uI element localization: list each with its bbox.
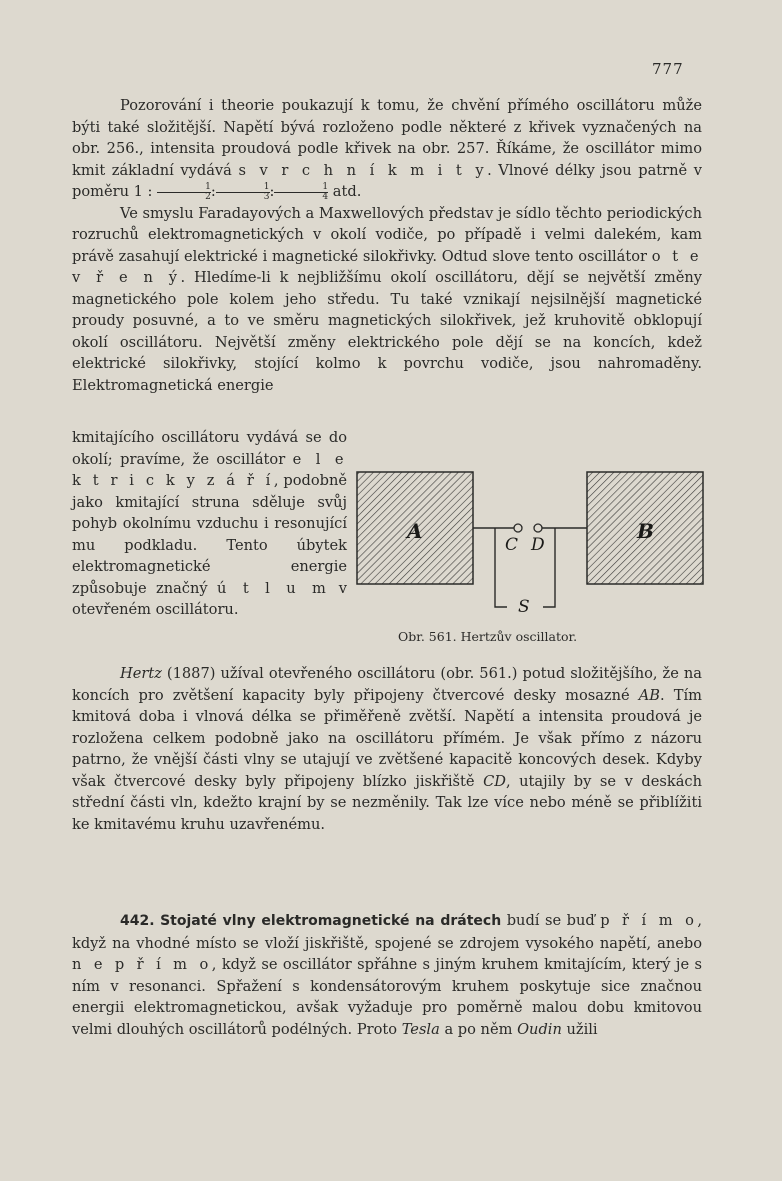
top-text-block <box>72 95 702 396</box>
paragraph-faraday: Ve smyslu Faradayových a Maxwellových představ je sídlo těchto periodických rozruchů elektromagnetických v okolí vodiče, po případě i velmi dalekém, kam právě zasahují elektrické i magnetické silokřivky. Odtud slove tento oscillátor o t e v ř e n ý. Hledíme-li k nejbližšímu okolí oscillátoru, dějí se největší změny magnetického pole kolem jeho středu. Tu také vznikají nejsilnější magnetické proudy posuvné, a to ve směru magnetických silokřivek, jež kruhovitě obklopují okolí oscillátoru. Největší změny elektrického pole dějí se na koncích, kdež elektrické silokřivky, stojící kolmo k povrchu vodiče, jsou nahromaděny. Elektromagnetická energie <box>72 204 703 394</box>
spark-ball-d <box>534 524 542 532</box>
spark-ball-c <box>514 524 522 532</box>
paragraph-radiation: kmitajícího oscillátoru vydává se do okolí; pravíme, že oscillátor e l e k t r i c k y z á ř í, podobně jako kmitající struna sděluje svůj pohyb okolnímu vzduchu i resonující mu podkladu. Tento úbytek elektromagnetické energie způsobuje značný ú t l u m v otevřeném oscillátoru. <box>72 429 348 618</box>
paragraph-harmonics: Pozorování i theorie poukazují k tomu, že chvění přímého oscillátoru může býti také složitější. Napětí bývá rozloženo podle některé z křivek vyznačených na obr. 256., intensita proudová podle křivek na obr. 257. Říkáme, že oscillátor mimo kmit základní vydává s v r c h n í k m i t y. Vlnové délky jsou patrně v poměru 1 : $\frac{1}{2}$ : $\frac{1}{3}$ : $\frac{1}{4}$ atd. <box>72 97 702 202</box>
wrap-text-block <box>72 427 347 621</box>
hertz-text-block <box>72 663 702 835</box>
page-number: 777 <box>652 60 684 78</box>
fraction-half: $\frac{1}{2}$ <box>157 183 211 202</box>
section-442-block <box>72 910 702 1040</box>
label-a: A <box>407 519 423 543</box>
label-d: D <box>531 535 545 555</box>
paragraph-section-442: 442. Stojaté vlny elektromagnetické na drátech budí se buď p ř í m o, když na vhodné místo se vloží jiskřiště, spojené se zdrojem vysokého napětí, anebo n e p ř í m o, když se oscillátor spřáhne s jiným kruhem kmitajícím, který je s ním v resonanci. Spřažení s kondensátorovým kruhem poskytuje sice značnou energii elektromagnetickou, avšak vyžaduje pro poměrně malou dobu kmitovou velmi dlouhých oscillátorů podélných. Proto Tesla a po něm Oudin užili <box>72 912 703 1038</box>
fraction-third: $\frac{1}{3}$ <box>216 183 270 202</box>
paragraph-hertz: Hertz (1887) užíval otevřeného oscillátoru (obr. 561.) potud složitějšího, že na koncích pro zvětšení kapacity byly připojeny čtvercové desky mosazné AB. Tím kmitová doba i vlnová délka se přiměřeně zvětší. Napětí a intensita proudová je rozložena celkem podobně jako na oscillátoru přímém. Je však přímo z názoru patrno, že vnější části vlny se utajují ve zvětšené kapacitě koncových desek. Kdyby však čtvercové desky byly připojeny blízko jiskřiště CD, utajily by se v deskách střední části vln, kdežto krajní by se nezměnily. Tak lze více nebo méně se přiblížiti ke kmitavému kruhu uzavřenému. <box>72 665 702 833</box>
label-b: B <box>637 519 654 543</box>
label-c: C <box>505 535 519 555</box>
lead-d <box>543 528 555 607</box>
figure-caption: Obr. 561. Hertzův oscillator. <box>398 629 578 644</box>
section-title: Stojaté vlny elektromagnetické na drátech <box>160 913 502 929</box>
section-number: 442. <box>120 913 155 929</box>
label-s: S <box>518 597 530 617</box>
fraction-quarter: $\frac{1}{4}$ <box>274 183 328 202</box>
